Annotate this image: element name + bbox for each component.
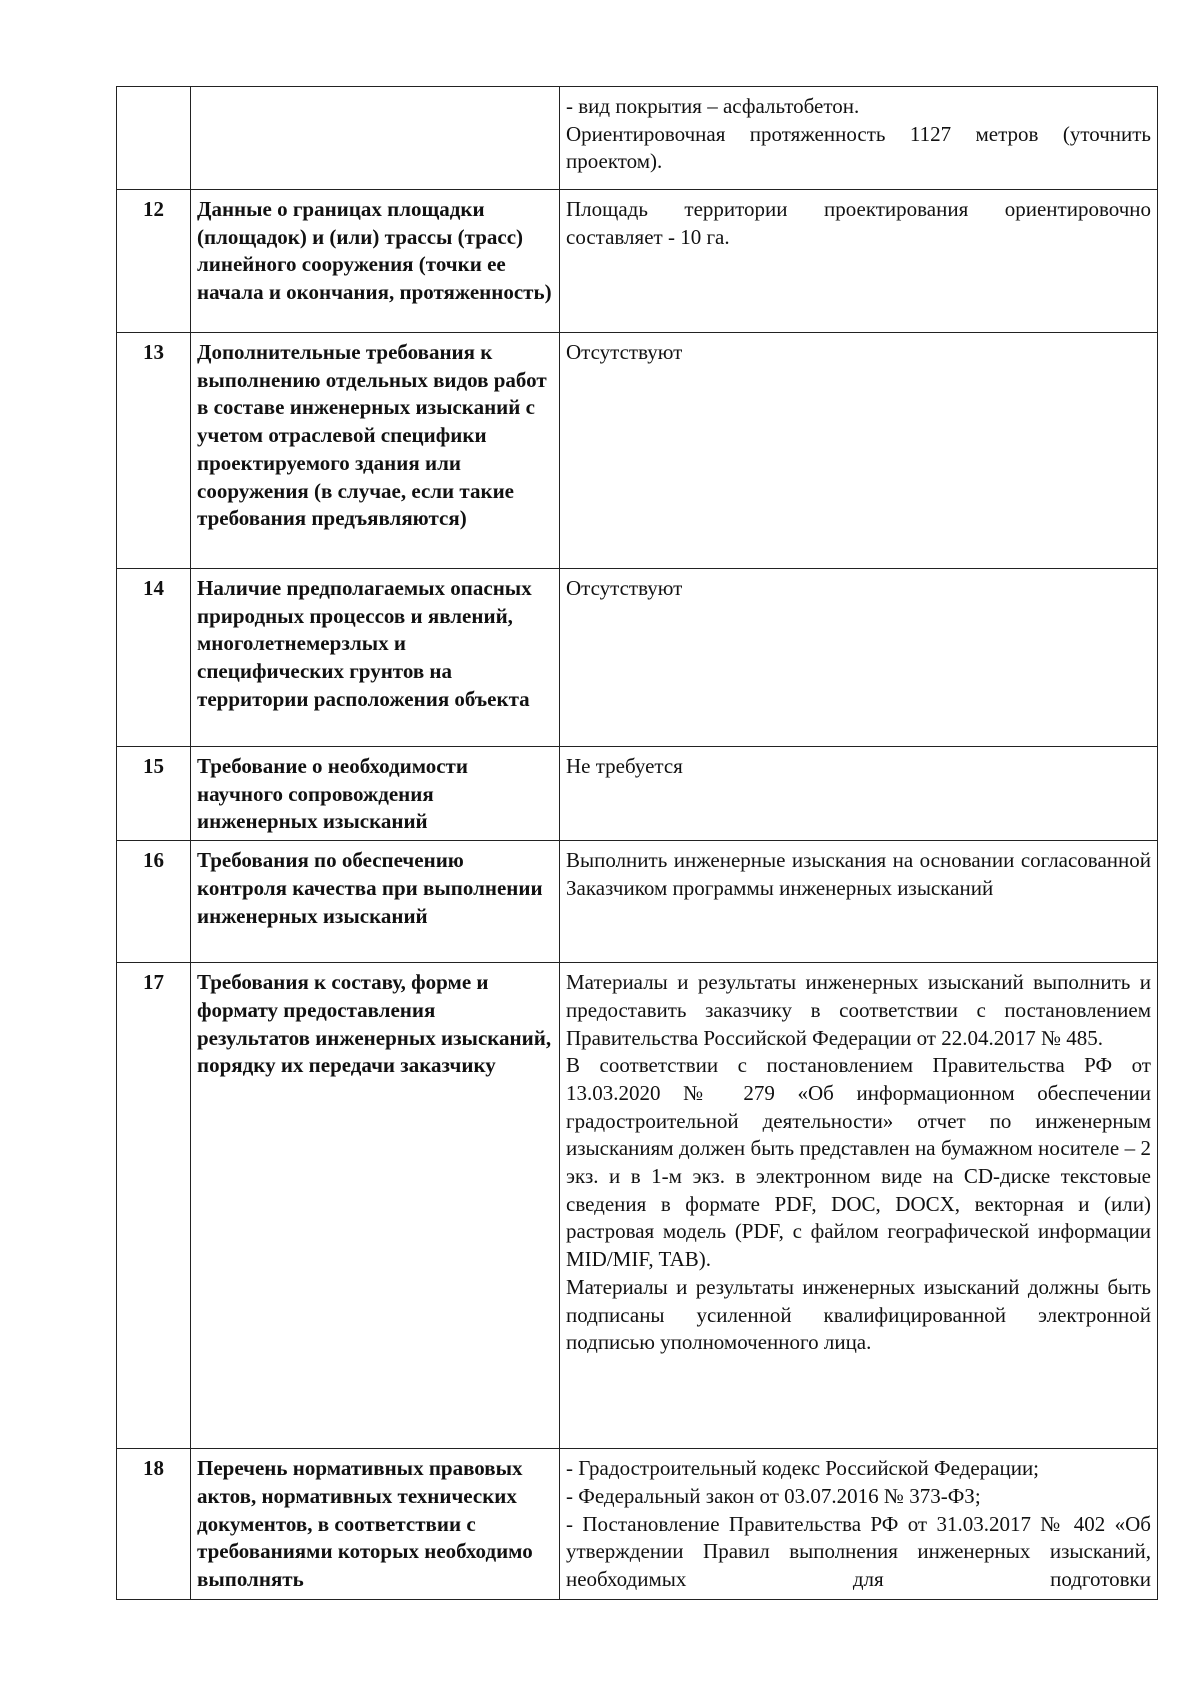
- requirement-title: Перечень нормативных правовых актов, нормативных технических документов, в соответствии с требованиями которых необходимо выполнять: [191, 1449, 560, 1600]
- content-paragraph: Отсутствуют: [566, 576, 683, 600]
- requirement-content: [560, 1449, 1158, 1600]
- content-paragraph: Выполнить инженерные изыскания на основании согласованной Заказчиком программы инженерных изысканий: [566, 848, 1151, 900]
- content-paragraph: - Постановление Правительства РФ от 31.03.2017 № 402 «Об утверждении Правил выполнения инженерных изысканий, необходимых для подготовки: [566, 1511, 1151, 1591]
- content-paragraph: Материалы и результаты инженерных изысканий выполнить и предоставить заказчику в соответствии с постановлением Правительства Российской Федерации от 22.04.2017 № 485.: [566, 970, 1151, 1050]
- row-number: 16: [117, 841, 191, 963]
- requirements-table: [116, 86, 1158, 1600]
- requirement-content: [560, 569, 1158, 747]
- requirement-title: Требование о необходимости научного сопровождения инженерных изысканий: [191, 747, 560, 841]
- content-paragraph: Материалы и результаты инженерных изысканий должны быть подписаны усиленной квалифицированной электронной подписью уполномоченного лица.: [566, 1274, 1151, 1355]
- requirement-title: Требования к составу, форме и формату предоставления результатов инженерных изысканий, порядку их передачи заказчику: [191, 963, 560, 1449]
- row-number: [117, 87, 191, 190]
- content-paragraph: Не требуется: [566, 754, 683, 778]
- content-paragraph: - Градостроительный кодекс Российской Федерации;: [566, 1456, 1040, 1481]
- requirement-content: [560, 841, 1158, 963]
- requirement-title: Требования по обеспечению контроля качества при выполнении инженерных изысканий: [191, 841, 560, 963]
- content-paragraph: Ориентировочная протяженность 1127 метров (уточнить проектом).: [566, 121, 1151, 174]
- table-row: [117, 87, 1158, 190]
- content-paragraph: В соответствии с постановлением Правительства РФ от 13.03.2020 № 279 «Об информационном обеспечении градостроительной деятельности» отчет по инженерным изысканиям должен быть представлен на бумажном носителе – 2 экз. и в 1-м экз. в электронном виде на CD-диске текстовые сведения в формате PDF, DOC, DOCX, векторная и (или) растровая модель (PDF, с файлом географической информации MID/MIF, TAB).: [566, 1053, 1151, 1272]
- row-number: 15: [117, 747, 191, 841]
- row-number: 18: [117, 1449, 191, 1600]
- requirement-content: [560, 963, 1158, 1449]
- requirement-content: [560, 190, 1158, 333]
- content-paragraph: - вид покрытия – асфальтобетон.: [566, 94, 860, 118]
- requirement-content: [560, 333, 1158, 569]
- table-row: [117, 333, 1158, 569]
- requirement-content: [560, 87, 1158, 190]
- table-row: [117, 190, 1158, 333]
- requirement-title: Наличие предполагаемых опасных природных процессов и явлений, многолетнемерзлых и специфических грунтов на территории расположения объекта: [191, 569, 560, 747]
- row-number: 13: [117, 333, 191, 569]
- table-row: [117, 841, 1158, 963]
- table-row: [117, 1449, 1158, 1600]
- table-row: [117, 747, 1158, 841]
- table-row: [117, 963, 1158, 1449]
- content-paragraph: Площадь территории проектирования ориентировочно составляет - 10 га.: [566, 197, 1151, 249]
- requirement-title: Данные о границах площадки (площадок) и (или) трассы (трасс) линейного сооружения (точки ее начала и окончания, протяженность): [191, 190, 560, 333]
- row-number: 17: [117, 963, 191, 1449]
- requirement-title: [191, 87, 560, 190]
- content-paragraph: - Федеральный закон от 03.07.2016 № 373-ФЗ;: [566, 1483, 981, 1508]
- requirement-title: Дополнительные требования к выполнению отдельных видов работ в составе инженерных изысканий с учетом отраслевой специфики проектируемого здания или сооружения (в случае, если такие требования предъявляются): [191, 333, 560, 569]
- content-paragraph: Отсутствуют: [566, 340, 683, 364]
- row-number: 12: [117, 190, 191, 333]
- requirement-content: [560, 747, 1158, 841]
- table-row: [117, 569, 1158, 747]
- row-number: 14: [117, 569, 191, 747]
